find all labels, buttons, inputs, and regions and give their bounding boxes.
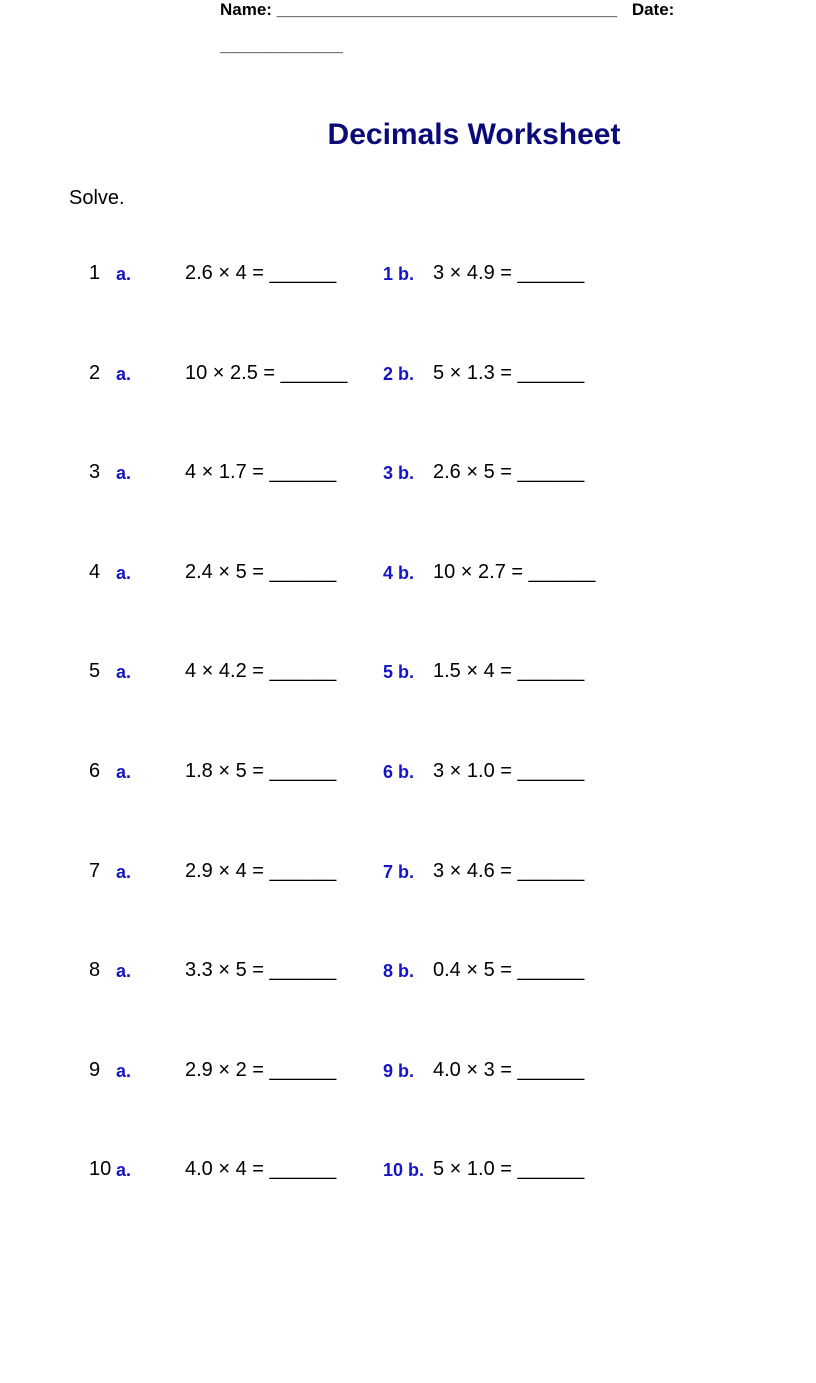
- part-a-label: a.: [116, 463, 132, 483]
- part-b-label: 3 b.: [383, 463, 415, 483]
- part-b-problem[interactable]: 0.4 × 5 = ______: [433, 959, 585, 981]
- part-a-problem[interactable]: 2.6 × 4 = ______: [185, 262, 337, 284]
- part-b-label: 7 b.: [383, 862, 415, 882]
- part-b-label: 5 b.: [383, 662, 415, 682]
- part-b-label: 10 b.: [383, 1160, 425, 1180]
- problem-number: 1: [89, 262, 101, 284]
- part-a-label: a.: [116, 563, 132, 583]
- part-a-label: a.: [116, 762, 132, 782]
- part-b-label: 2 b.: [383, 364, 415, 384]
- part-b-problem[interactable]: 3 × 4.9 = ______: [433, 262, 585, 284]
- name-line: [220, 0, 674, 20]
- part-b-problem[interactable]: 10 × 2.7 = ______: [433, 561, 596, 583]
- part-a-label: a.: [116, 862, 132, 882]
- part-a-problem[interactable]: 2.4 × 5 = ______: [185, 561, 337, 583]
- problem-number: 3: [89, 461, 101, 483]
- part-b-label: 9 b.: [383, 1061, 415, 1081]
- part-a-label: a.: [116, 264, 132, 284]
- part-b-label: 1 b.: [383, 264, 415, 284]
- part-b-label: 8 b.: [383, 961, 415, 981]
- part-b-problem[interactable]: 1.5 × 4 = ______: [433, 660, 585, 682]
- part-a-label: a.: [116, 364, 132, 384]
- problem-number: 8: [89, 959, 101, 981]
- date-line: [220, 36, 343, 56]
- part-a-problem[interactable]: 10 × 2.5 = ______: [185, 362, 348, 384]
- part-b-problem[interactable]: 4.0 × 3 = ______: [433, 1059, 585, 1081]
- problem-number: 10: [89, 1158, 112, 1180]
- problem-number: 4: [89, 561, 101, 583]
- problem-number: 2: [89, 362, 101, 384]
- instructions: Solve.: [69, 187, 125, 209]
- problem-number: 6: [89, 760, 101, 782]
- part-a-problem[interactable]: 2.9 × 2 = ______: [185, 1059, 337, 1081]
- part-a-label: a.: [116, 1061, 132, 1081]
- part-b-problem[interactable]: 3 × 4.6 = ______: [433, 860, 585, 882]
- part-a-problem[interactable]: 4 × 4.2 = ______: [185, 660, 337, 682]
- page-title: Decimals Worksheet: [327, 118, 621, 151]
- problem-number: 5: [89, 660, 101, 682]
- part-b-label: 4 b.: [383, 563, 415, 583]
- part-b-problem[interactable]: 5 × 1.0 = ______: [433, 1158, 585, 1180]
- date-blank[interactable]: _____________: [220, 36, 343, 55]
- part-a-problem[interactable]: 3.3 × 5 = ______: [185, 959, 337, 981]
- part-a-label: a.: [116, 961, 132, 981]
- problem-number: 7: [89, 860, 101, 882]
- date-label: Date:: [631, 0, 675, 19]
- problem-number: 9: [89, 1059, 101, 1081]
- part-b-label: 6 b.: [383, 762, 415, 782]
- part-a-problem[interactable]: 1.8 × 5 = ______: [185, 760, 337, 782]
- part-b-problem[interactable]: 2.6 × 5 = ______: [433, 461, 585, 483]
- part-b-problem[interactable]: 5 × 1.3 = ______: [433, 362, 585, 384]
- part-a-label: a.: [116, 1160, 132, 1180]
- name-label: Name:: [220, 0, 272, 19]
- part-a-label: a.: [116, 662, 132, 682]
- part-b-problem[interactable]: 3 × 1.0 = ______: [433, 760, 585, 782]
- part-a-problem[interactable]: 4.0 × 4 = ______: [185, 1158, 337, 1180]
- part-a-problem[interactable]: 2.9 × 4 = ______: [185, 860, 337, 882]
- name-blank[interactable]: ____________________________________: [276, 0, 618, 19]
- part-a-problem[interactable]: 4 × 1.7 = ______: [185, 461, 337, 483]
